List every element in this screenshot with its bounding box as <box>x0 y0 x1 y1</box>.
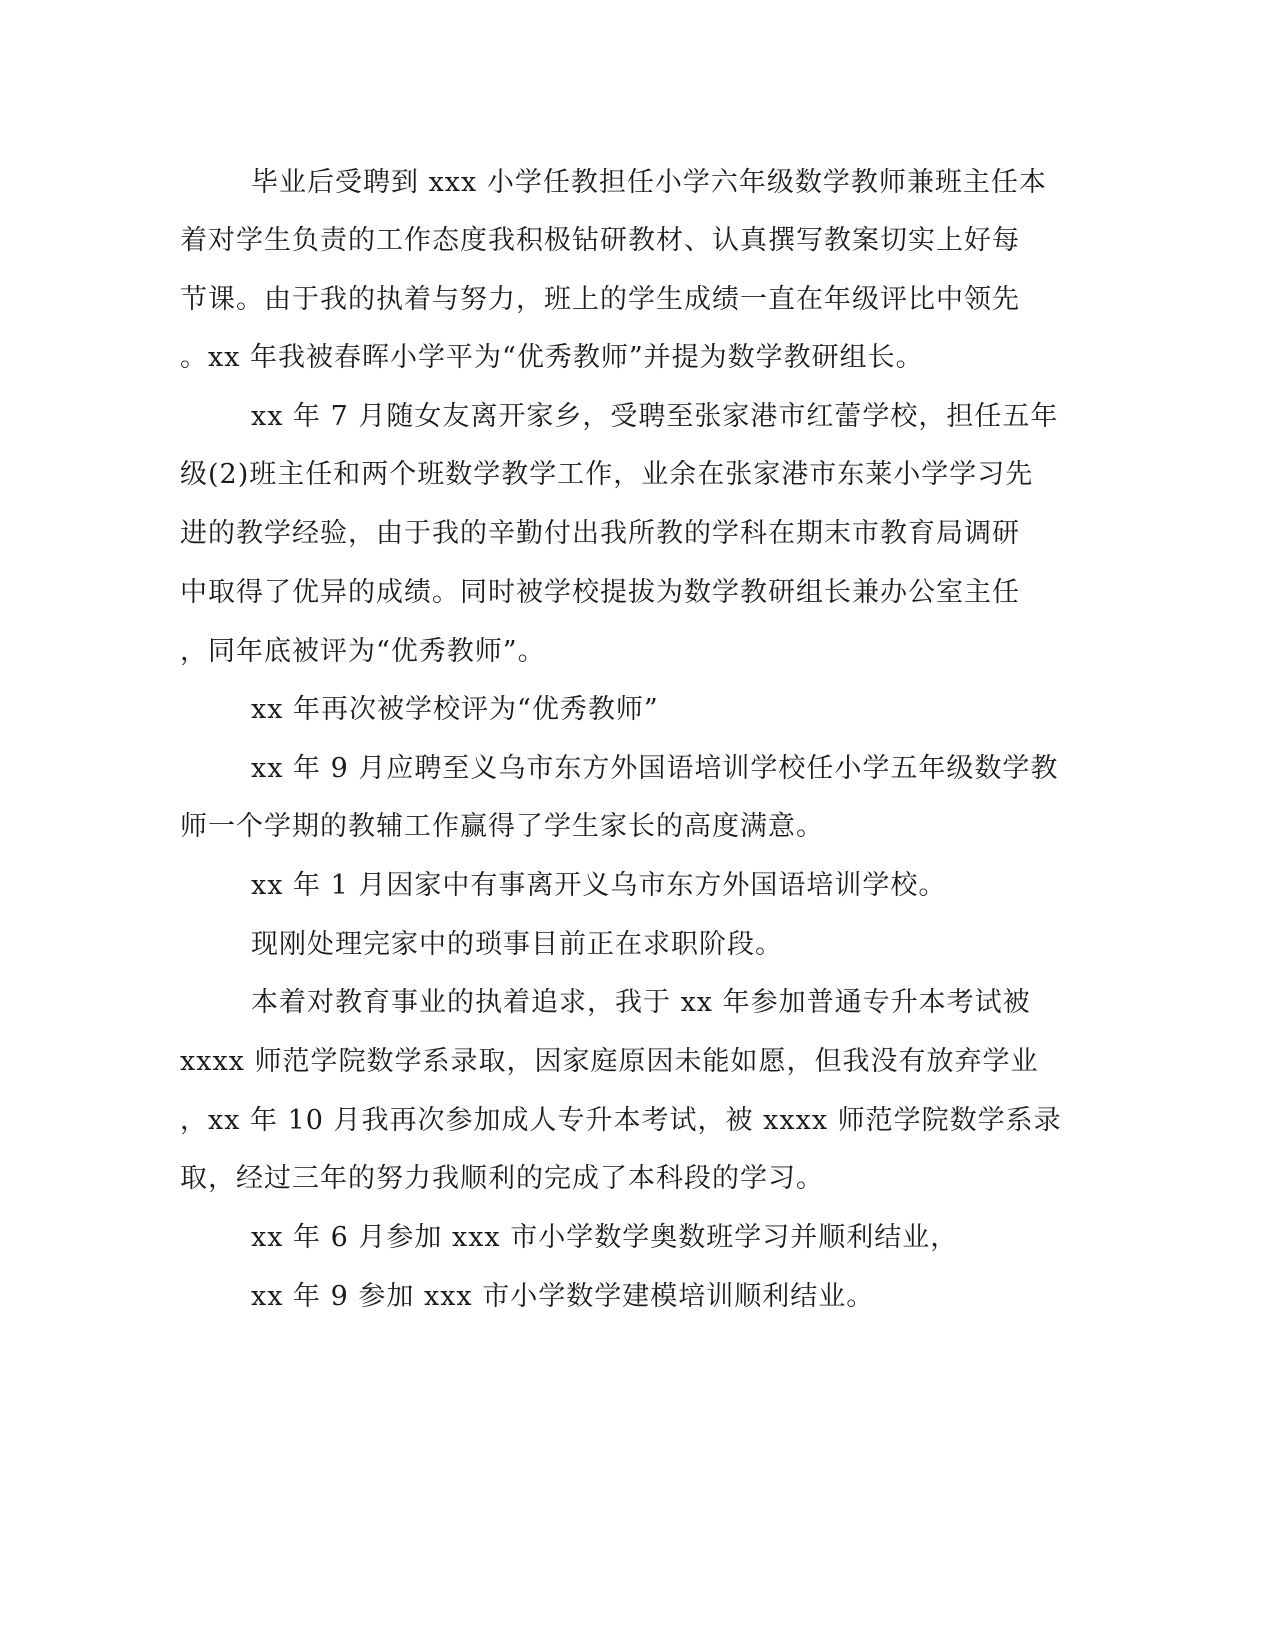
text-line: 毕业后受聘到 xxx 小学任教担任小学六年级数学教师兼班主任本 <box>251 167 1047 198</box>
text-line: 中取得了优异的成绩。同时被学校提拔为数学教研组长兼办公室主任 <box>180 577 1020 608</box>
text-line: 取，经过三年的努力我顺利的完成了本科段的学习。 <box>180 1163 824 1194</box>
text-line: xx 年 9 月应聘至义乌市东方外国语培训学校任小学五年级数学教 <box>251 753 1059 784</box>
text-line: 师一个学期的教辅工作赢得了学生家长的高度满意。 <box>180 811 824 842</box>
text-line: 着对学生负责的工作态度我积极钻研教材、认真撰写教案切实上好每 <box>180 225 1020 256</box>
text-line: 现刚处理完家中的琐事目前正在求职阶段。 <box>251 929 783 960</box>
text-line: 进的教学经验，由于我的辛勤付出我所教的学科在期末市教育局调研 <box>180 518 1020 549</box>
text-line: xx 年 7 月随女友离开家乡，受聘至张家港市红蕾学校，担任五年 <box>251 401 1059 432</box>
text-line: ，xx 年 10 月我再次参加成人专升本考试，被 xxxx 师范学院数学系录 <box>180 1105 1062 1136</box>
text-line: ，同年底被评为“优秀教师”。 <box>180 636 546 667</box>
text-line: xx 年 9 参加 xxx 市小学数学建模培训顺利结业。 <box>251 1281 875 1312</box>
text-line: 。xx 年我被春晖小学平为“优秀教师”并提为数学教研组长。 <box>180 342 924 373</box>
text-line: xx 年 1 月因家中有事离开义乌市东方外国语培训学校。 <box>251 870 947 901</box>
text-line: 级(2)班主任和两个班数学教学工作，业余在张家港市东莱小学学习先 <box>180 459 1034 490</box>
text-line: 节课。由于我的执着与努力，班上的学生成绩一直在年级评比中领先 <box>180 284 1020 315</box>
text-line: 本着对教育事业的执着追求，我于 xx 年参加普通专升本考试被 <box>251 987 1031 1018</box>
text-line: xx 年再次被学校评为“优秀教师” <box>251 694 659 725</box>
text-line: xx 年 6 月参加 xxx 市小学数学奥数班学习并顺利结业， <box>251 1222 959 1253</box>
text-line: xxxx 师范学院数学系录取，因家庭原因未能如愿，但我没有放弃学业 <box>180 1046 1039 1077</box>
